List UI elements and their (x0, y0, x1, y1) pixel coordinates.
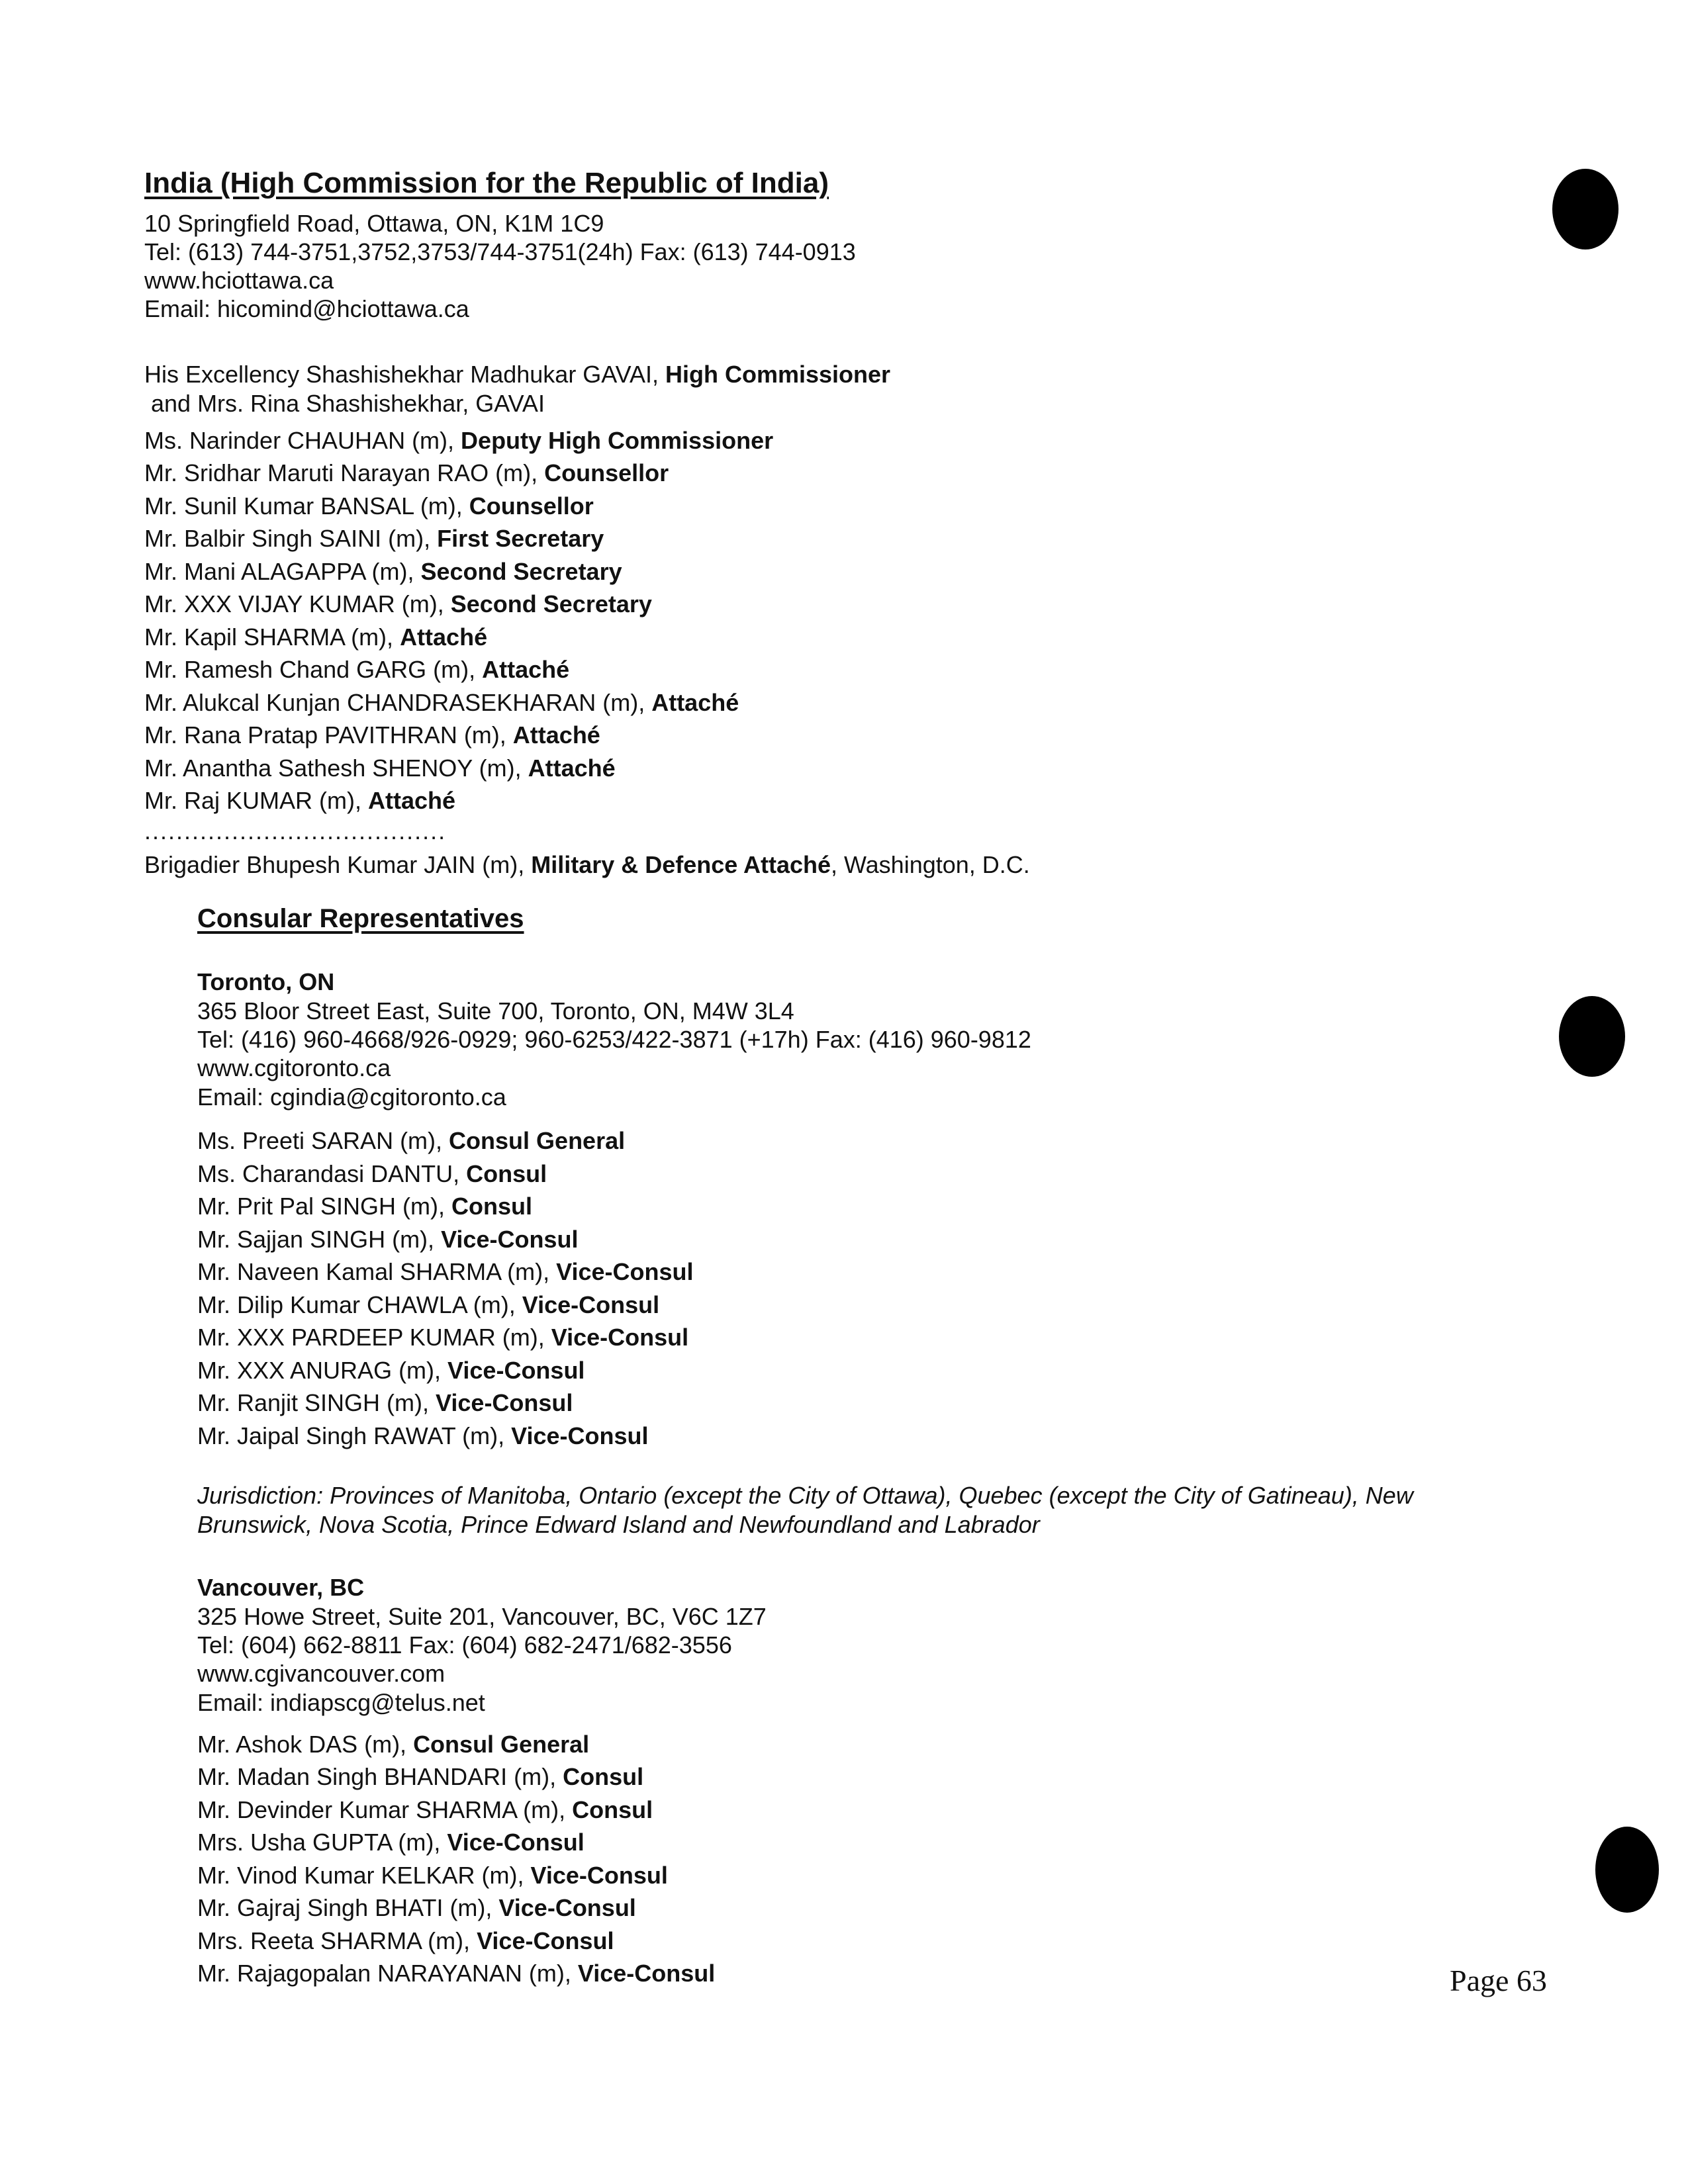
staff-entry: Mr. XXX VIJAY KUMAR (m), Second Secretary (144, 590, 652, 617)
toronto-city: Toronto, ON (197, 968, 335, 995)
dotted-separator: ...................................... (144, 817, 447, 844)
staff-entry: Mr. Rajagopalan NARAYANAN (m), Vice-Consul (197, 1960, 716, 1987)
toronto-website: www.cgitoronto.ca (197, 1054, 391, 1081)
staff-entry: Mr. Devinder Kumar SHARMA (m), Consul (197, 1796, 653, 1823)
staff-entry: Ms. Narinder CHAUHAN (m), Deputy High Commissioner (144, 427, 774, 454)
section-heading: India (High Commission for the Republic of India) (144, 167, 829, 199)
staff-entry: Mr. Sridhar Maruti Narayan RAO (m), Counsellor (144, 459, 669, 486)
address: 10 Springfield Road, Ottawa, ON, K1M 1C9 (144, 210, 604, 237)
consular-heading: Consular Representatives (197, 904, 524, 933)
staff-entry: Mr. Madan Singh BHANDARI (m), Consul (197, 1763, 644, 1790)
vancouver-address: 325 Howe Street, Suite 201, Vancouver, BC, V6C 1Z7 (197, 1603, 767, 1630)
vancouver-email: Email: indiapscg@telus.net (197, 1689, 485, 1716)
staff-entry: Mr. Gajraj Singh BHATI (m), Vice-Consul (197, 1894, 636, 1921)
staff-entry: Mr. Mani ALAGAPPA (m), Second Secretary (144, 558, 622, 585)
staff-entry: Mrs. Reeta SHARMA (m), Vice-Consul (197, 1927, 614, 1954)
staff-entry: Mr. Jaipal Singh RAWAT (m), Vice-Consul (197, 1422, 649, 1449)
staff-entry: Mr. Kapil SHARMA (m), Attaché (144, 623, 488, 651)
staff-entry: Mr. Sunil Kumar BANSAL (m), Counsellor (144, 492, 594, 520)
staff-entry: Mr. Rana Pratap PAVITHRAN (m), Attaché (144, 721, 600, 749)
page-number: Page 63 (1450, 1964, 1547, 1997)
staff-entry: Mr. Prit Pal SINGH (m), Consul (197, 1193, 533, 1220)
staff-entry: Ms. Preeti SARAN (m), Consul General (197, 1127, 626, 1154)
staff-entry: Mr. XXX PARDEEP KUMAR (m), Vice-Consul (197, 1324, 689, 1351)
website: www.hciottawa.ca (144, 267, 334, 294)
punch-hole (1559, 996, 1625, 1077)
staff-entry: Mr. Ramesh Chand GARG (m), Attaché (144, 656, 570, 683)
spouse-entry: and Mrs. Rina Shashishekhar, GAVAI (151, 390, 545, 417)
staff-entry: Mr. Alukcal Kunjan CHANDRASEKHARAN (m), Attaché (144, 689, 739, 716)
person-title: High Commissioner (665, 361, 891, 388)
email: Email: hicomind@hciottawa.ca (144, 295, 469, 322)
punch-hole (1595, 1827, 1659, 1913)
staff-entry: Mr. Sajjan SINGH (m), Vice-Consul (197, 1226, 579, 1253)
staff-entry: Mr. Vinod Kumar KELKAR (m), Vice-Consul (197, 1862, 668, 1889)
toronto-email: Email: cgindia@cgitoronto.ca (197, 1083, 506, 1111)
staff-entry: Mr. Ranjit SINGH (m), Vice-Consul (197, 1389, 573, 1416)
staff-entry: Mr. Raj KUMAR (m), Attaché (144, 787, 456, 814)
toronto-phone-fax: Tel: (416) 960-4668/926-0929; 960-6253/422-3871 (+17h) Fax: (416) 960-9812 (197, 1026, 1031, 1053)
phone-fax: Tel: (613) 744-3751,3752,3753/744-3751(24h) Fax: (613) 744-0913 (144, 238, 856, 265)
staff-entry: Mrs. Usha GUPTA (m), Vice-Consul (197, 1829, 585, 1856)
staff-entry: Mr. Dilip Kumar CHAWLA (m), Vice-Consul (197, 1291, 660, 1318)
punch-hole (1552, 169, 1618, 250)
toronto-jurisdiction: Brunswick, Nova Scotia, Prince Edward Island and Newfoundland and Labrador (197, 1511, 1040, 1538)
staff-entry: Mr. XXX ANURAG (m), Vice-Consul (197, 1357, 585, 1384)
staff-entry: Ms. Charandasi DANTU, Consul (197, 1160, 547, 1187)
person-name: His Excellency Shashishekhar Madhukar GAVAI, (144, 361, 666, 388)
staff-entry: Mr. Anantha Sathesh SHENOY (m), Attaché (144, 754, 616, 782)
high-commissioner-entry (144, 360, 890, 389)
military-attache-entry: Brigadier Bhupesh Kumar JAIN (m), Military & Defence Attaché, Washington, D.C. (144, 851, 1030, 878)
toronto-jurisdiction: Jurisdiction: Provinces of Manitoba, Ontario (except the City of Ottawa), Quebec (except the City of Gatineau), New (197, 1482, 1413, 1509)
staff-entry: Mr. Naveen Kamal SHARMA (m), Vice-Consul (197, 1258, 694, 1285)
vancouver-phone-fax: Tel: (604) 662-8811 Fax: (604) 682-2471/682-3556 (197, 1631, 732, 1659)
staff-entry: Mr. Ashok DAS (m), Consul General (197, 1731, 590, 1758)
vancouver-city: Vancouver, BC (197, 1574, 365, 1601)
toronto-address: 365 Bloor Street East, Suite 700, Toronto, ON, M4W 3L4 (197, 997, 794, 1024)
vancouver-website: www.cgivancouver.com (197, 1660, 445, 1687)
staff-entry: Mr. Balbir Singh SAINI (m), First Secretary (144, 525, 604, 552)
